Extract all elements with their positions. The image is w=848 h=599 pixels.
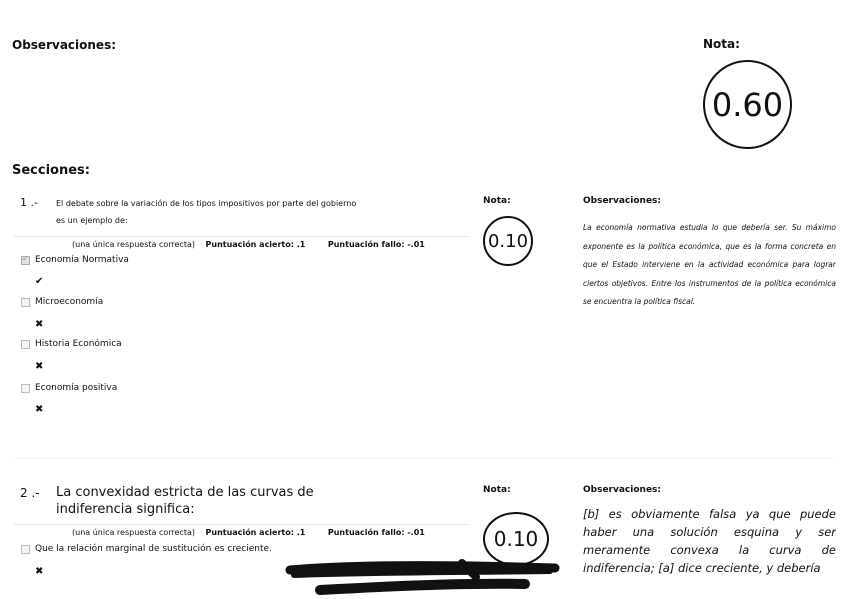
question-1-score-value: 0.10 xyxy=(487,230,529,252)
question-1-observaciones-label: Observaciones: xyxy=(583,196,662,206)
question-1-meta xyxy=(72,240,425,249)
answer-type-label: (una única respuesta correcta) xyxy=(72,528,195,537)
question-1-nota-label: Nota: xyxy=(483,196,511,206)
question-2-number: 2 .- xyxy=(20,486,40,500)
question-2-nota-label: Nota: xyxy=(483,485,511,495)
question-2-text-line1: La convexidad estricta de las curvas de xyxy=(56,485,314,500)
option-checkbox[interactable] xyxy=(21,256,30,265)
option-label: Economía positiva xyxy=(35,383,118,393)
secciones-heading: Secciones: xyxy=(12,163,90,178)
nota-heading: Nota: xyxy=(703,37,740,51)
total-score-value: 0.60 xyxy=(711,85,784,124)
redaction-scribble xyxy=(280,555,570,599)
question-1-text-line1: El debate sobre la variación de los tipos impositivos por parte del gobierno xyxy=(56,199,357,208)
answer-type-label: (una única respuesta correcta) xyxy=(72,240,195,249)
option-label: Microeconomía xyxy=(35,297,104,307)
observaciones-heading: Observaciones: xyxy=(12,38,117,52)
option-checkbox[interactable] xyxy=(21,545,30,554)
score-correct-label: Puntuación acierto: .1 xyxy=(205,240,306,249)
question-2-meta xyxy=(72,528,425,537)
total-score-circle xyxy=(703,60,792,149)
cross-icon: ✖ xyxy=(35,404,44,415)
cross-icon: ✖ xyxy=(35,361,44,372)
cross-icon: ✖ xyxy=(35,319,44,330)
option-checkbox[interactable] xyxy=(21,340,30,349)
question-1-number: 1 .- xyxy=(20,196,38,209)
question-1-score-circle xyxy=(483,216,533,266)
score-wrong-label: Puntuación fallo: -.01 xyxy=(327,528,425,537)
question-2-observaciones-label: Observaciones: xyxy=(583,485,662,495)
option-checkbox[interactable] xyxy=(21,384,30,393)
question-1-divider xyxy=(14,236,468,237)
section-divider xyxy=(14,458,834,459)
question-1-text-line2: es un ejemplo de: xyxy=(56,216,128,225)
check-icon: ✔ xyxy=(35,276,44,287)
question-1-observaciones-text: La economía normativa estudia lo que debería ser. Su máximo exponente es la política económica, que es la forma concreta en que el Estado interviene en la actividad económica para lograr ciertos objetivos. Entre los instrumentos de la política económica se encuentra la política fiscal. xyxy=(583,223,836,306)
question-2-divider xyxy=(14,524,468,525)
question-2-score-value: 0.10 xyxy=(493,527,539,551)
score-wrong-label: Puntuación fallo: -.01 xyxy=(327,240,425,249)
option-label: Historia Económica xyxy=(35,339,122,349)
question-2-observaciones-text: [b] es obviamente falsa ya que puede haber una solución esquina y ser meramente convexa la curva de indiferencia; [a] dice creciente, y debería xyxy=(583,507,836,575)
question-2-text-line2: indiferencia significa: xyxy=(56,502,195,517)
option-checkbox[interactable] xyxy=(21,298,30,307)
cross-icon: ✖ xyxy=(35,566,44,577)
option-label: Economía Normativa xyxy=(35,255,129,265)
option-label: Que la relación marginal de sustitución es creciente. xyxy=(35,544,272,554)
score-correct-label: Puntuación acierto: .1 xyxy=(205,528,306,537)
